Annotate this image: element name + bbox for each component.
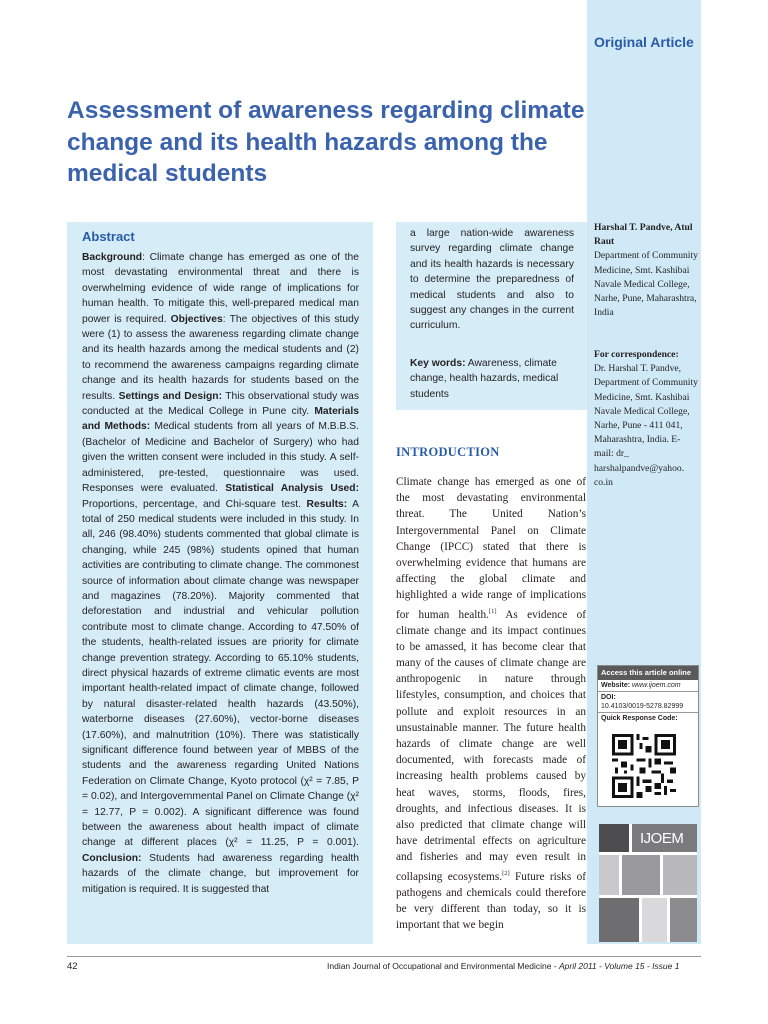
intro-text-part-a: Climate change has emerged as one of the most devastating environmental threat. The United Nation’s Intergovernmental Panel on Climate Change (IPCC) stated that there is overwhelming evidence that humans are affecting the global climate and highlighted a wide range of implications for human health. — [396, 476, 586, 621]
introduction-heading: INTRODUCTION — [396, 445, 500, 459]
objectives-label: Objectives — [170, 313, 223, 325]
conclusion-label: Conclusion: — [82, 852, 142, 864]
abstract-text — [82, 250, 359, 897]
background-label: Background — [82, 252, 143, 263]
reference-2[interactable]: [2] — [502, 869, 510, 877]
qr-code-icon[interactable] — [612, 734, 676, 798]
methods-text: Medical students from all years of M.B.B.S. (Bachelor of Medicine and Bachelor of Surgery) who had given the written consent were included in this study. A self-administered, pre-tested, questionnaire was used. Responses were evaluated. — [82, 421, 359, 495]
author-names: Harshal T. Pandve, Atul Raut — [594, 222, 693, 248]
website-row — [598, 680, 698, 692]
keywords-text: Awareness, climate change, health hazards, medical students — [410, 358, 559, 400]
article-type-label: Original Article — [594, 34, 694, 50]
results-text: A total of 250 medical students were included in this study. In all, 246 (98.40%) students commented that global climate is changing, while 245 (98%) students opined that human activities are contributing to climate change. The commonest source of information about climate change was newspaper and magazines (78.20%). Majority commented that deforestation and industrial and vehicular pollution contribute most to climate change. According to 47.50% of the students, health-related issues are priority for climate change prevention strategy. According to 65.10% students, direct physical hazards of extreme climatic events are most important health-related impact of climate change, followed by natural disaster-related health hazards (43.50%), waterborne diseases (27.60%), vector-borne diseases (17.60%), and malnutrition (10%). There was statistically significant difference found between year of MBBS of the students and the awareness regarding United Nations Federation on Climate Change, Kyoto protocol (χ² = 7.85, P = 0.02), and Intergovernmental Panel on Climate Change (χ² = 12.77, P = 0.002). A significant difference was found between the awareness about health impact of climate change at different places (χ² = 11.25, P = 0.001). — [82, 498, 359, 849]
article-title: Assessment of awareness regarding climate change and its health hazards among the medical students — [67, 97, 585, 187]
journal-logo-text: IJOEM — [640, 830, 684, 847]
objectives-text: : The objectives of this study were (1) to assess the awareness regarding climate change and its health hazards among the medical students and (2) to recommend the awareness campaigns regarding climate change and its health hazards for students based on the results. — [82, 313, 360, 402]
journal-citation — [327, 961, 679, 971]
correspondence-text: Dr. Harshal T. Pandve, Department of Community Medicine, Smt. Kashibai Navale Medical College, Narhe, Pune - 411 041, Maharashtra, India. E-mail: dr_ harshalpandve@yahoo. co.in — [594, 363, 698, 488]
access-box-title: Access this article online — [598, 666, 698, 680]
conclusion-text: Students had awareness regarding health hazards of the climate change, but improvement for mitigation is required. It is suggested that — [82, 852, 359, 895]
website-label: Website: — [601, 682, 631, 689]
keywords — [410, 356, 574, 402]
intro-text-part-c: Future risks of pathogens and chemicals could therefore be very different than today, so it is important that we begin — [396, 870, 586, 932]
methods-label: Materials and Methods: — [82, 406, 359, 433]
results-label: Results: — [306, 498, 348, 510]
correspondence-label: For correspondence: — [594, 349, 679, 360]
footer-divider — [67, 956, 701, 957]
access-online-box — [597, 665, 699, 807]
doi-label: DOI: — [601, 694, 616, 701]
qr-label: Quick Response Code: — [601, 715, 678, 722]
author-affiliation: Department of Community Medicine, Smt. Kashibai Navale Medical College, Narhe, Pune, Maharashtra, India — [594, 250, 698, 319]
correspondence-block — [594, 348, 700, 490]
intro-text-part-b: As evidence of climate change and its impact continues to be amassed, it has become clear that many of the causes of climate change are anthropogenic in nature through lifestyles, consumption, and choices that pollute and exploit resources in an unsustainable manner. The future health hazards of climate change are well documented, with forecasts made of increasing health problems caused by heat waves, storms, floods, fires, droughts, and infectious diseases. It is also predicted that climate change will have detrimental effects on agriculture and fisheries and may even result in collapsing ecosystems. — [396, 608, 586, 883]
keywords-label: Key words: — [410, 358, 466, 369]
design-text: This observational study was conducted at the Medical College in Pune city. — [82, 390, 359, 418]
abstract-heading: Abstract — [82, 229, 135, 244]
stats-text: Proportions, percentage, and Chi-square test. — [82, 498, 307, 510]
introduction-text — [396, 474, 586, 933]
design-label: Settings and Design: — [118, 390, 223, 402]
doi-value[interactable]: 10.4103/0019-5278.82999 — [601, 703, 684, 710]
stats-label: Statistical Analysis Used: — [225, 483, 359, 495]
reference-1[interactable]: [1] — [488, 607, 497, 615]
doi-row — [598, 692, 698, 713]
background-text: : Climate change has emerged as one of the most devastating environmental threat and there is overwhelming evidence of wide range of implications for human health. To mitigate this, well-prepared medical man power is required. — [82, 252, 359, 325]
journal-name: Indian Journal of Occupational and Environmental Medicine - — [327, 961, 559, 971]
author-block — [594, 221, 700, 320]
issue-info: April 2011 - Volume 15 - Issue 1 — [559, 961, 680, 971]
website-link[interactable]: www.ijoem.com — [632, 682, 681, 689]
page-number: 42 — [67, 961, 78, 972]
abstract-continued-text: a large nation-wide awareness survey regarding climate change and its health hazards is necessary to determine the preparedness of medical students and also to suggest any changes in the current curriculum. — [410, 228, 574, 332]
qr-label-row — [598, 713, 698, 724]
